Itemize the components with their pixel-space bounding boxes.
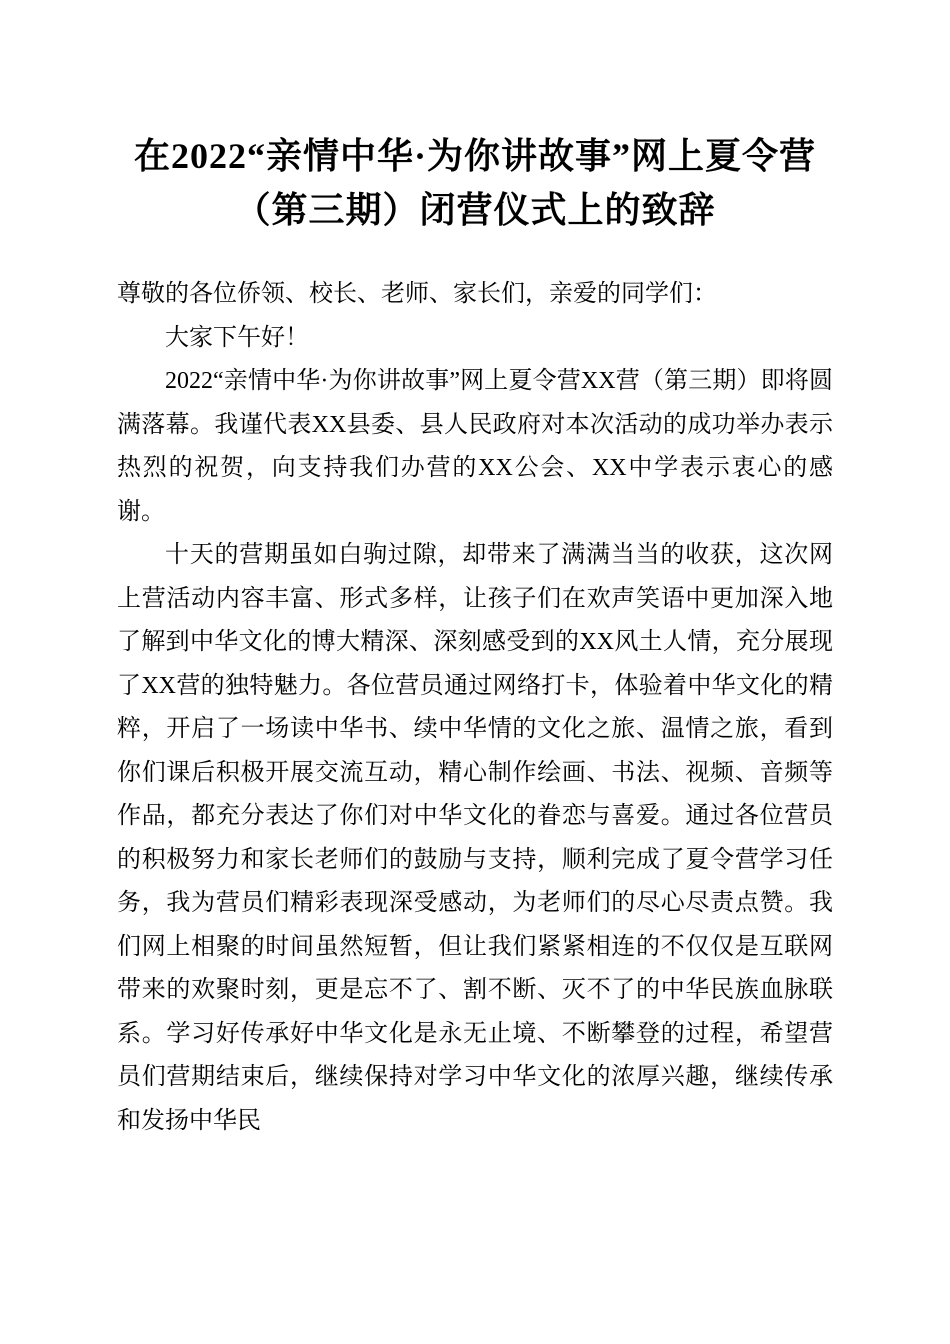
paragraph: 2022“亲情中华·为你讲故事”网上夏令营XX营（第三期）即将圆满落幕。我谨代表XX县委、县人民政府对本次活动的成功举办表示热烈的祝贺，向支持我们办营的XX公会、XX中学表示衷心的感谢。 <box>117 368 833 525</box>
paragraph: 尊敬的各位侨领、校长、老师、家长们，亲爱的同学们： <box>117 281 717 307</box>
document-body <box>117 273 833 1143</box>
paragraph: 大家下午好！ <box>165 324 309 351</box>
paragraph: 十天的营期虽如白驹过隙，却带来了满满当当的收获，这次网上营活动内容丰富、形式多样，让孩子们在欢声笑语中更加深入地了解到中华文化的博大精深、深刻感受到的XX风土人情，充分展现了XX营的独特魅力。各位营员通过网络打卡，体验着中华文化的精粹，开启了一场读中华书、续中华情的文化之旅、温情之旅，看到你们课后积极开展交流互动，精心制作绘画、书法、视频、音频等作品，都充分表达了你们对中华文化的眷恋与喜爱。通过各位营员的积极努力和家长老师们的鼓励与支持，顺利完成了夏令营学习任务，我为营员们精彩表现深受感动，为老师们的尽心尽责点赞。我们网上相聚的时间虽然短暂，但让我们紧紧相连的不仅仅是互联网带来的欢聚时刻，更是忘不了、割不断、灭不了的中华民族血脉联系。学习好传承好中华文化是永无止境、不断攀登的过程，希望营员们营期结束后，继续保持对学习中华文化的浓厚兴趣，继续传承和发扬中华民 <box>117 542 833 1134</box>
document-title: 在2022“亲情中华·为你讲故事”网上夏令营（第三期）闭营仪式上的致辞 <box>133 136 816 230</box>
